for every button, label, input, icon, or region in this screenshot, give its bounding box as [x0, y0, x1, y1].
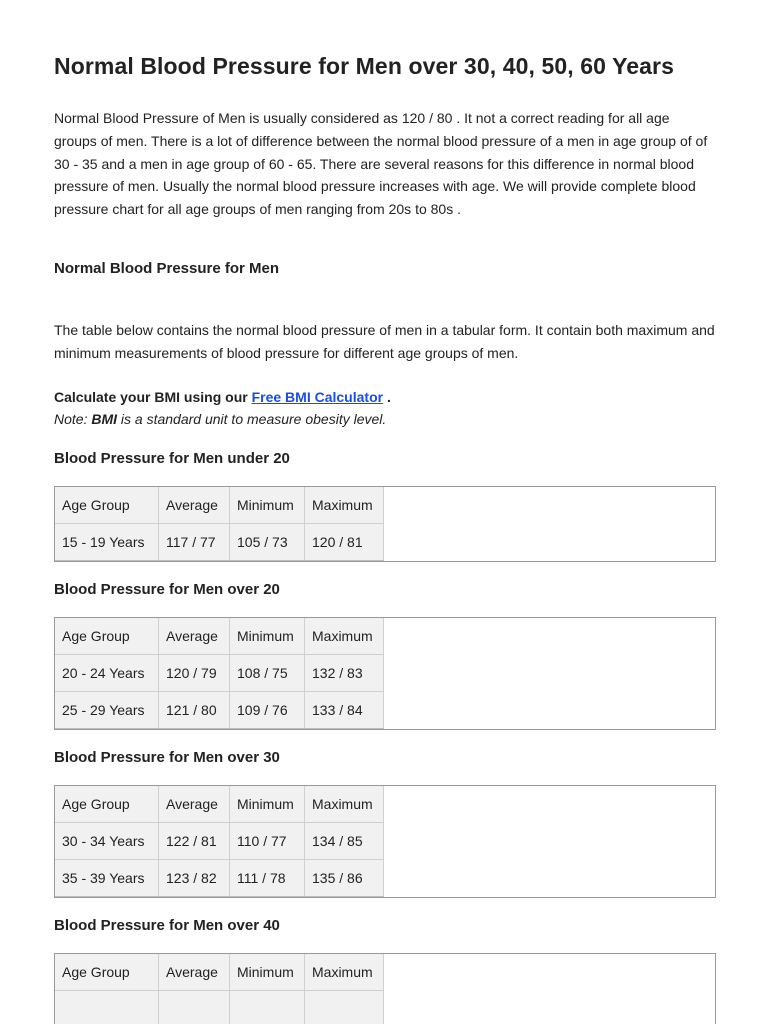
cell-minimum: 105 / 73 — [230, 524, 305, 561]
header-average: Average — [159, 487, 230, 524]
header-minimum: Minimum — [230, 954, 305, 991]
bmi-suffix: . — [383, 389, 391, 405]
header-age-group: Age Group — [55, 487, 159, 524]
header-age-group: Age Group — [55, 786, 159, 823]
bp-table-over-40 — [54, 953, 716, 1024]
section-heading: Normal Blood Pressure for Men — [54, 260, 280, 277]
header-minimum: Minimum — [230, 618, 305, 655]
header-minimum: Minimum — [230, 487, 305, 524]
cell-age-group: 35 - 39 Years — [55, 860, 159, 897]
cell-average: 120 / 79 — [159, 655, 230, 692]
header-maximum: Maximum — [305, 487, 384, 524]
cell-maximum: 133 / 84 — [305, 692, 384, 729]
table-heading-over-20: Blood Pressure for Men over 20 — [54, 581, 280, 598]
cell-maximum: 132 / 83 — [305, 655, 384, 692]
header-maximum: Maximum — [305, 954, 384, 991]
cell-age-group: 30 - 34 Years — [55, 823, 159, 860]
header-maximum: Maximum — [305, 786, 384, 823]
header-maximum: Maximum — [305, 618, 384, 655]
cell-minimum: 108 / 75 — [230, 655, 305, 692]
intro-paragraph: Normal Blood Pressure of Men is usually considered as 120 / 80 . It not a correct reading for all age groups of men. There is a lot of difference between the normal blood pressure of a men in age group of of 30 - 35 and a men in age group of 60 - 65. There are several reasons for this difference in normal blood pressure of men. Usually the normal blood pressure increases with age. We will provide complete blood pressure chart for all age groups of men ranging from 20s to 80s . — [54, 110, 708, 218]
table-header-row — [55, 786, 384, 823]
table-row — [55, 524, 384, 561]
note-prefix: Note: — [54, 411, 92, 427]
table-heading-over-40: Blood Pressure for Men over 40 — [54, 917, 280, 934]
note-suffix: is a standard unit to measure obesity level. — [117, 411, 387, 427]
cell-maximum: 135 / 86 — [305, 860, 384, 897]
bp-table-over-20 — [54, 617, 716, 730]
cell-minimum: 110 / 77 — [230, 823, 305, 860]
table-heading-over-30: Blood Pressure for Men over 30 — [54, 749, 280, 766]
table-row — [55, 991, 384, 1024]
bp-table-under-20 — [54, 486, 716, 562]
cell-average: 117 / 77 — [159, 524, 230, 561]
cell-maximum: 134 / 85 — [305, 823, 384, 860]
table-row — [55, 655, 384, 692]
table-header-row — [55, 954, 384, 991]
header-age-group: Age Group — [55, 954, 159, 991]
table-header-row — [55, 618, 384, 655]
bp-table-over-30 — [54, 785, 716, 898]
header-age-group: Age Group — [55, 618, 159, 655]
header-average: Average — [159, 786, 230, 823]
cell-age-group: 20 - 24 Years — [55, 655, 159, 692]
cell-age-group: 15 - 19 Years — [55, 524, 159, 561]
cell-minimum: 111 / 78 — [230, 860, 305, 897]
note-bmi: BMI — [91, 411, 118, 427]
bmi-line — [54, 386, 391, 409]
table-intro-paragraph: The table below contains the normal blood pressure of men in a tabular form. It contain both maximum and minimum measurements of blood pressure for different age groups of men. — [54, 322, 715, 361]
cell-average: 121 / 80 — [159, 692, 230, 729]
table-row — [55, 860, 384, 897]
table-header-row — [55, 487, 384, 524]
header-average: Average — [159, 954, 230, 991]
cell-age-group: 25 - 29 Years — [55, 692, 159, 729]
table-row — [55, 692, 384, 729]
header-minimum: Minimum — [230, 786, 305, 823]
cell-maximum: 120 / 81 — [305, 524, 384, 561]
table-row — [55, 823, 384, 860]
free-bmi-calculator-link[interactable]: Free BMI Calculator — [251, 389, 384, 405]
cell-average: 122 / 81 — [159, 823, 230, 860]
note-line — [54, 408, 386, 431]
cell-average: 123 / 82 — [159, 860, 230, 897]
header-average: Average — [159, 618, 230, 655]
bmi-prefix: Calculate your BMI using our — [54, 389, 252, 405]
cell-minimum: 109 / 76 — [230, 692, 305, 729]
table-heading-under-20: Blood Pressure for Men under 20 — [54, 450, 290, 467]
page-title: Normal Blood Pressure for Men over 30, 40, 50, 60 Years — [54, 53, 674, 79]
